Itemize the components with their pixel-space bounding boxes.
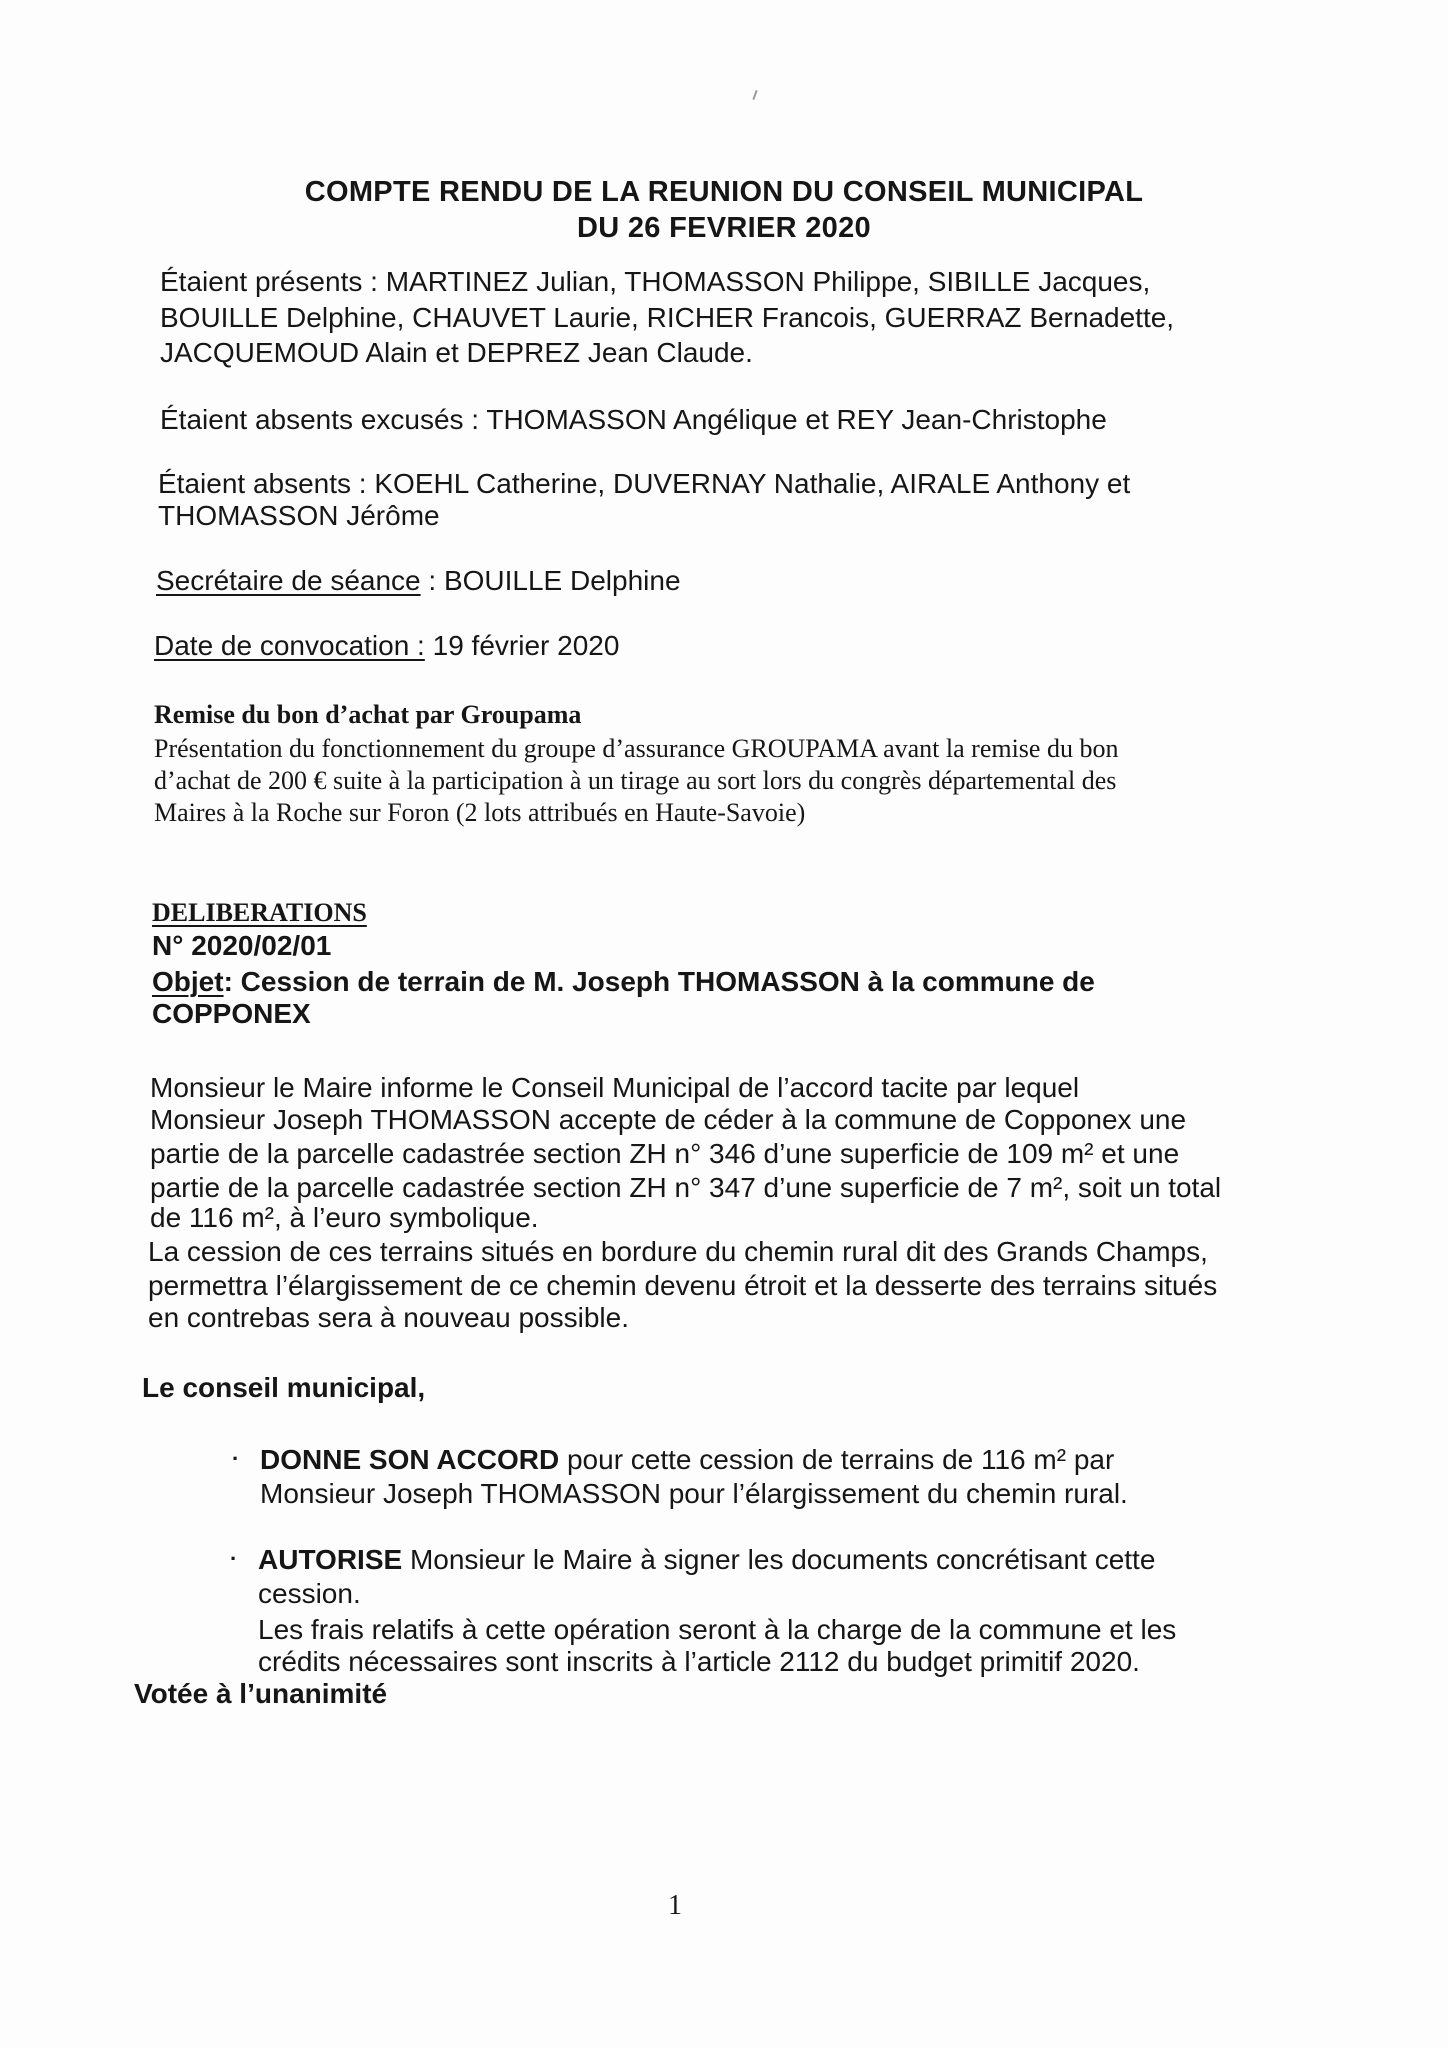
para1-line3: partie de la parcelle cadastrée section ZH n° 346 d’une superficie de 109 m² et une [150, 1138, 1180, 1169]
excused-names: THOMASSON Angélique et REY Jean-Christophe [486, 404, 1107, 435]
object-label: Objet [152, 966, 224, 997]
convocation-value: 19 février 2020 [432, 630, 620, 661]
bullet1-line2: Monsieur Joseph THOMASSON pour l’élargissement du chemin rural. [260, 1478, 1128, 1509]
present-line1 [160, 266, 1150, 298]
convocation-line [154, 630, 619, 662]
present-line3: JACQUEMOUD Alain et DEPREZ Jean Claude. [160, 337, 753, 368]
secretary-line [156, 565, 681, 597]
document-title-line2: DU 26 FEVRIER 2020 [577, 212, 871, 244]
absent-line1 [158, 468, 1130, 500]
groupama-line2: d’achat de 200 € suite à la participation à un tirage au sort lors du congrès départemental des [154, 766, 1117, 795]
secretary-value: : BOUILLE Delphine [428, 565, 681, 596]
present-line2: BOUILLE Delphine, CHAUVET Laurie, RICHER Francois, GUERRAZ Bernadette, [160, 302, 1175, 333]
bullet1-text-1: pour cette cession de terrains de 116 m² par [559, 1444, 1115, 1475]
bullet2-line2: cession. [258, 1578, 361, 1609]
absent-label: Étaient absents : [158, 468, 367, 499]
para1-line1: Monsieur le Maire informe le Conseil Municipal de l’accord tacite par lequel [150, 1072, 1080, 1103]
groupama-heading: Remise du bon d’achat par Groupama [154, 700, 582, 729]
present-label: Étaient présents : [160, 266, 378, 297]
absent-line2: THOMASSON Jérôme [158, 500, 440, 531]
bullet1-line1 [260, 1444, 1114, 1476]
groupama-line3: Maires à la Roche sur Foron (2 lots attribués en Haute-Savoie) [154, 798, 806, 827]
bullet2-line4: crédits nécessaires sont inscrits à l’article 2112 du budget primitif 2020. [258, 1646, 1140, 1677]
bullet2-bold: AUTORISE [258, 1544, 403, 1575]
bullet-marker-1: · [232, 1446, 240, 1471]
bullet-marker-2: · [230, 1546, 238, 1571]
scan-mark [752, 90, 757, 100]
bullet2-line1 [258, 1544, 1155, 1576]
object-line2: COPPONEX [152, 998, 311, 1029]
para1-line4: partie de la parcelle cadastrée section ZH n° 347 d’une superficie de 7 m², soit un total [150, 1172, 1222, 1203]
deliberation-number: N° 2020/02/01 [152, 930, 332, 961]
para2-line1: La cession de ces terrains situés en bordure du chemin rural dit des Grands Champs, [148, 1236, 1208, 1267]
present-names-1: MARTINEZ Julian, THOMASSON Philippe, SIBILLE Jacques, [385, 266, 1151, 297]
vote-result: Votée à l’unanimité [134, 1678, 388, 1709]
bullet2-line3: Les frais relatifs à cette opération seront à la charge de la commune et les [258, 1614, 1177, 1645]
excused-label: Étaient absents excusés : [160, 404, 480, 435]
absent-names-1: KOEHL Catherine, DUVERNAY Nathalie, AIRALE Anthony et [374, 468, 1131, 499]
para1-line2: Monsieur Joseph THOMASSON accepte de céder à la commune de Copponex une [150, 1104, 1187, 1135]
deliberations-heading: DELIBERATIONS [152, 898, 367, 927]
object-text-1: : Cession de terrain de M. Joseph THOMASSON à la commune de [223, 966, 1095, 997]
para2-line2: permettra l’élargissement de ce chemin devenu étroit et la desserte des terrains situés [148, 1270, 1218, 1301]
groupama-line1: Présentation du fonctionnement du groupe d’assurance GROUPAMA avant la remise du bon [154, 734, 1119, 763]
para1-line5: de 116 m², à l’euro symbolique. [150, 1202, 539, 1233]
document-title-line1: COMPTE RENDU DE LA REUNION DU CONSEIL MUNICIPAL [304, 176, 1144, 208]
para2-line3: en contrebas sera à nouveau possible. [148, 1302, 629, 1333]
council-label: Le conseil municipal, [142, 1372, 426, 1403]
secretary-label: Secrétaire de séance [156, 565, 421, 596]
bullet1-bold: DONNE SON ACCORD [260, 1444, 560, 1475]
excused-line [160, 404, 1107, 436]
convocation-label: Date de convocation : [154, 630, 425, 661]
bullet2-text-1: Monsieur le Maire à signer les documents concrétisant cette [402, 1544, 1156, 1575]
object-line1 [152, 966, 1095, 998]
page-number: 1 [668, 1890, 682, 1921]
